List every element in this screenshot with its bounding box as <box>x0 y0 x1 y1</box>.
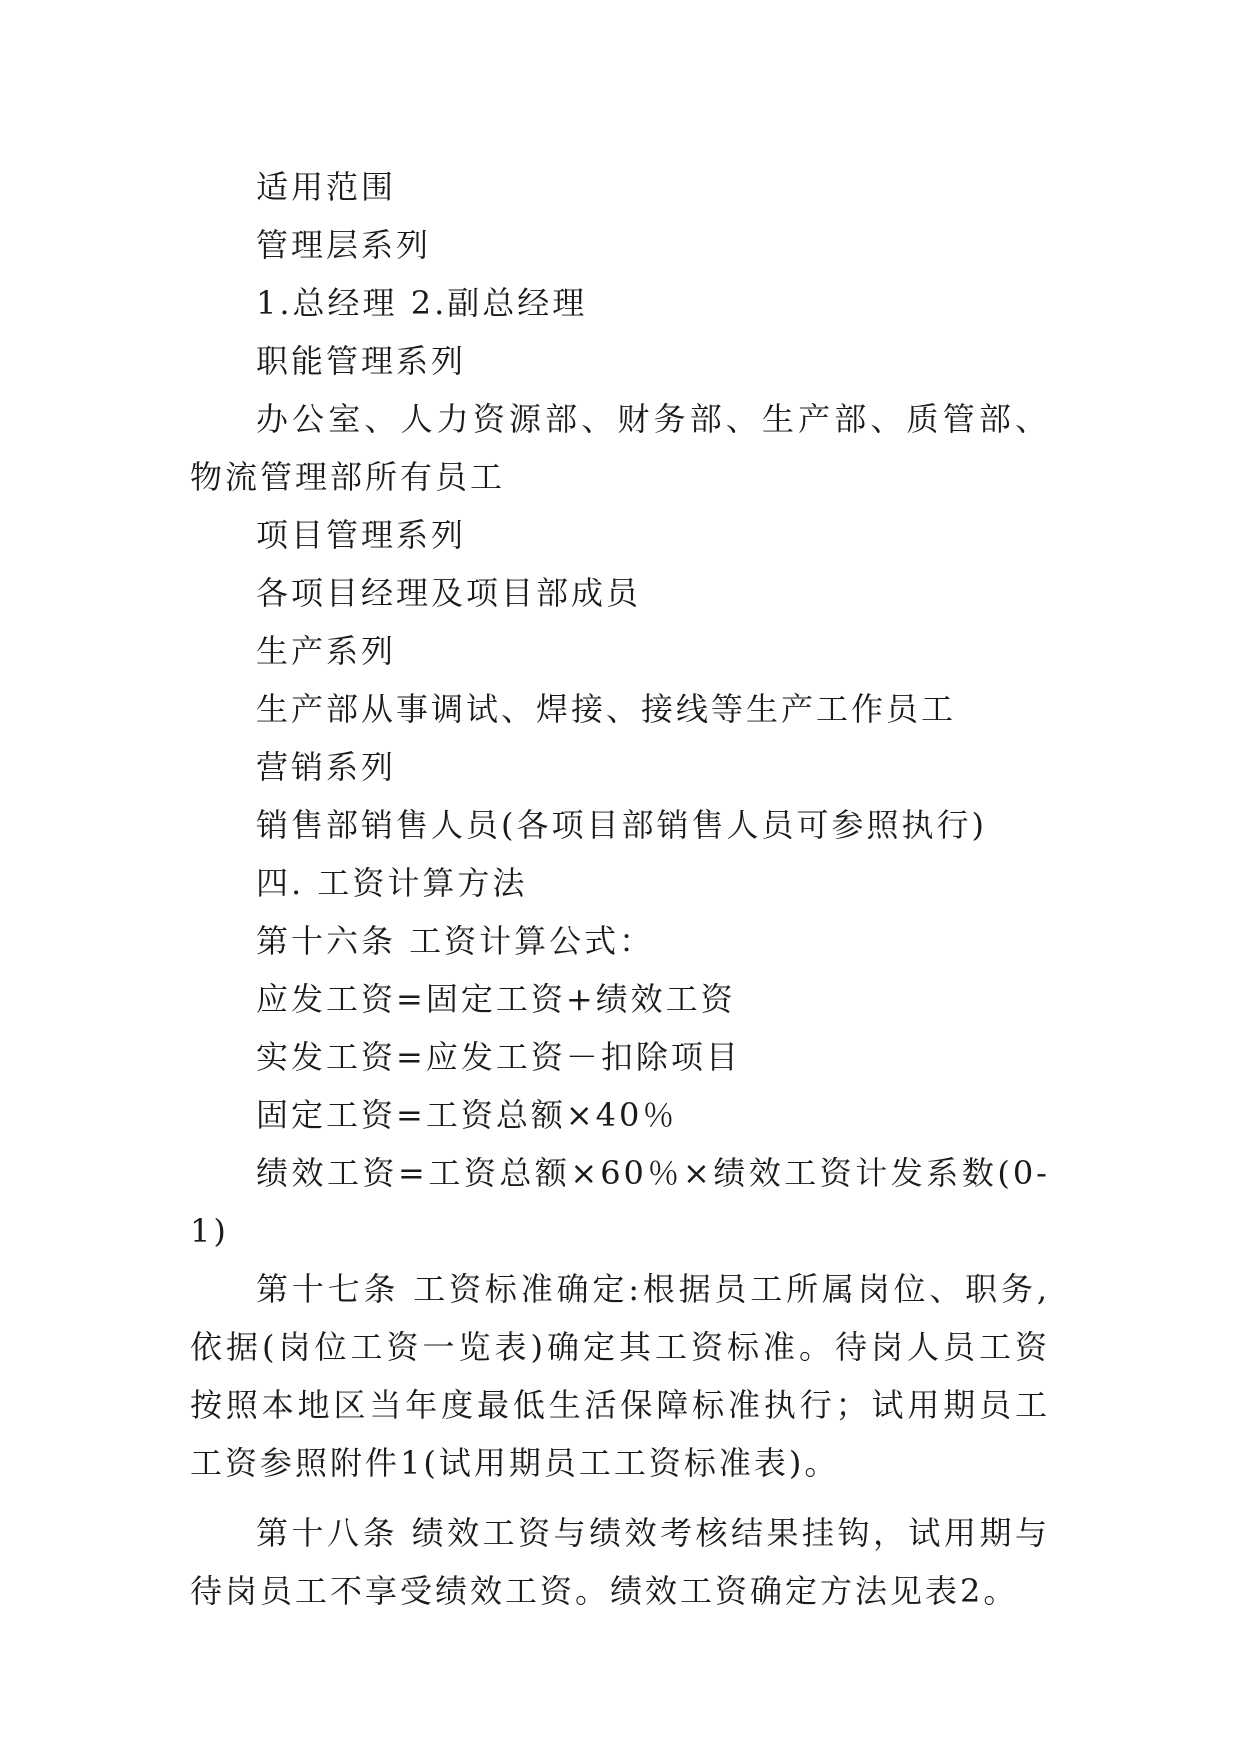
document-body <box>190 158 1050 1620</box>
formula-net-salary: 实发工资=应发工资－扣除项目 <box>256 1038 741 1076</box>
paragraph-functional-series: 职能管理系列 <box>256 342 467 380</box>
formula-gross-salary: 应发工资=固定工资+绩效工资 <box>256 980 736 1018</box>
formula-performance-salary: 绩效工资=工资总额×60％×绩效工资计发系数(0-1) <box>190 1154 1050 1250</box>
article-18-paragraph: 第十八条 绩效工资与绩效考核结果挂钩，试用期与待岗员工不享受绩效工资。绩效工资确定方法见表2。 <box>190 1514 1050 1610</box>
section-heading-salary-calculation: 四. 工资计算方法 <box>256 864 528 902</box>
paragraph-marketing-series: 营销系列 <box>256 748 397 786</box>
paragraph-scope-heading: 适用范围 <box>256 168 397 206</box>
paragraph-project-series: 项目管理系列 <box>256 516 467 554</box>
paragraph-functional-departments: 办公室、人力资源部、财务部、生产部、质管部、物流管理部所有员工 <box>190 400 1050 496</box>
paragraph-production-staff: 生产部从事调试、焊接、接线等生产工作员工 <box>256 690 957 728</box>
paragraph-production-series: 生产系列 <box>256 632 397 670</box>
paragraph-management-series: 管理层系列 <box>256 226 432 264</box>
article-16-heading: 第十六条 工资计算公式： <box>256 922 655 960</box>
paragraph-project-members: 各项目经理及项目部成员 <box>256 574 642 612</box>
paragraph-management-roles: 1.总经理 2.副总经理 <box>256 284 588 322</box>
formula-fixed-salary: 固定工资=工资总额×40％ <box>256 1096 678 1134</box>
article-17-paragraph: 第十七条 工资标准确定:根据员工所属岗位、职务,依据(岗位工资一览表)确定其工资标准。待岗人员工资按照本地区当年度最低生活保障标准执行；试用期员工工资参照附件1(试用期员工工资标准表)。 <box>190 1270 1050 1482</box>
paragraph-sales-staff: 销售部销售人员(各项目部销售人员可参照执行) <box>256 806 987 844</box>
